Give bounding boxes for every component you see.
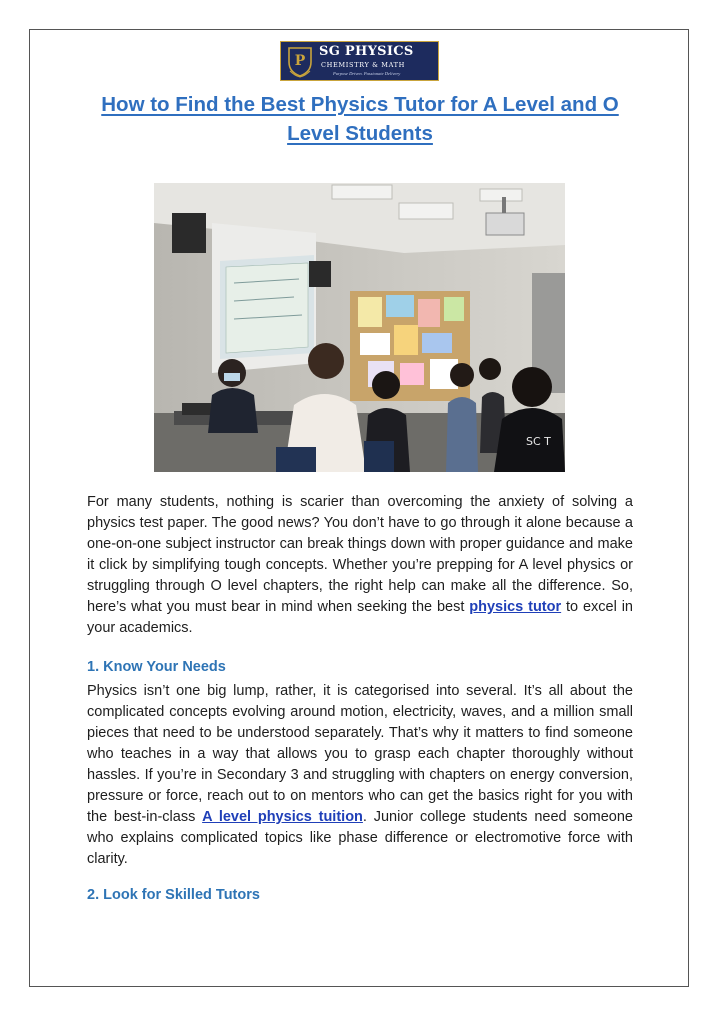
section1-text-before: Physics isn’t one big lump, rather, it is categorised into several. It’s all about the complicated concepts evolving around motion, electricity, waves, and a million small pieces that need to be understood separately. That’s why it matters to find someone who teaches in a way that allows you to grasp each chapter thoroughly without hassles. If you’re in Secondary 3 and struggling with chapters on energy conversion, pressure or force, reach out to on mentors who can get the basics right for you with the best-in-class [87, 683, 633, 825]
crest-icon [287, 45, 313, 78]
logo-tagline: Purpose Driven. Passionate Delivery [333, 71, 401, 76]
section1-paragraph [87, 681, 633, 870]
intro-paragraph [87, 492, 633, 639]
logo-subtitle: CHEMISTRY & MATH [321, 61, 405, 69]
classroom-photo [154, 183, 565, 472]
brand-logo [280, 41, 439, 81]
physics-tutor-link[interactable]: physics tutor [469, 599, 562, 615]
a-level-physics-tuition-link[interactable]: A level physics tuition [202, 809, 363, 825]
section1-text-after: . Junior college students need someone who explains complicated topics like phase difference or electromotive force with clarity. [87, 809, 633, 867]
section-heading-know-your-needs: 1. Know Your Needs [87, 659, 226, 675]
intro-text-after: to excel in your academics. [87, 599, 633, 636]
crest-letter: P [294, 53, 306, 69]
svg-text:SC T: SC T [526, 435, 551, 448]
article-title-text: How to Find the Best Physics Tutor for A Level and O Level Students [101, 93, 619, 145]
intro-text-before: For many students, nothing is scarier than overcoming the anxiety of solving a physics test paper. The good news? You don’t have to go through it alone because a one-on-one subject instructor can break things down with proper guidance and make it click by simplifying tough concepts. Whether you’re prepping for A level physics or struggling through O level chapters, the right help can make all the difference. So, here’s what you must bear in mind when seeking the best [87, 494, 633, 615]
section-heading-skilled-tutors: 2. Look for Skilled Tutors [87, 887, 260, 903]
article-title [80, 90, 640, 148]
logo-title: SG PHYSICS [319, 44, 414, 59]
